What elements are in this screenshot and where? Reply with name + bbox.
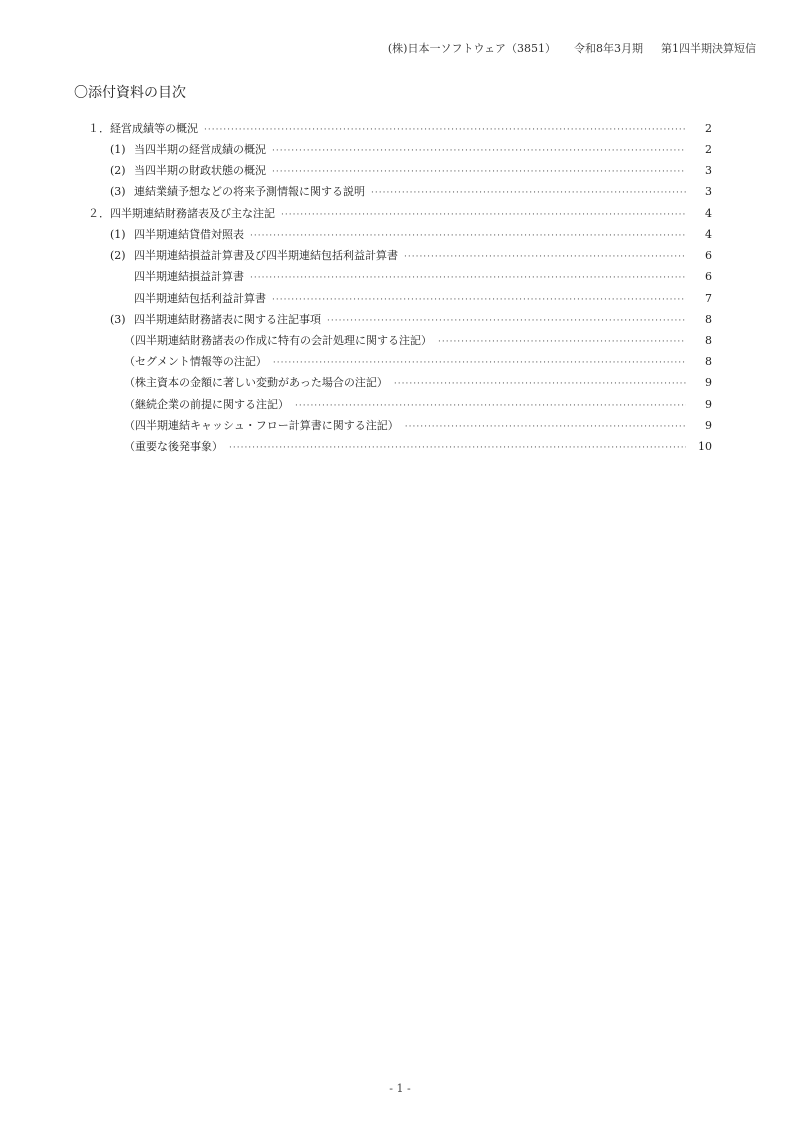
- toc-entry-number: １．: [88, 122, 110, 135]
- toc-leader: [272, 141, 686, 162]
- toc-entry-page: 8: [705, 334, 712, 347]
- toc-leader: [250, 268, 686, 289]
- toc-leader: [394, 374, 686, 395]
- toc-entry: [0, 266, 800, 287]
- toc-entry: [0, 372, 800, 393]
- toc-leader: [404, 247, 686, 268]
- toc-entry-page: 8: [705, 313, 712, 326]
- toc-entry-label: （継続企業の前提に関する注記）: [124, 398, 289, 411]
- toc-entry: [0, 394, 800, 415]
- toc-entry: [0, 118, 800, 139]
- toc-entry-label: 四半期連結財務諸表に関する注記事項: [134, 313, 321, 326]
- toc-entry-page: 9: [705, 419, 712, 432]
- toc-entry-number: (3): [110, 313, 126, 326]
- toc-leader: [371, 183, 686, 204]
- toc-entry-page: 2: [705, 143, 712, 156]
- toc-entry: [0, 245, 800, 266]
- toc-entry-label: 四半期連結損益計算書: [134, 270, 244, 283]
- toc-leader: [204, 120, 686, 141]
- toc-entry-page: 4: [705, 207, 712, 220]
- toc-leader: [327, 311, 686, 332]
- toc-entry-page: 6: [705, 249, 712, 262]
- toc-leader: [281, 205, 686, 226]
- toc-entry-number: ２．: [88, 207, 110, 220]
- toc-entry-label: 当四半期の経営成績の概況: [134, 143, 266, 156]
- header-company: (株)日本一ソフトウェア（3851）: [387, 42, 556, 55]
- toc-entry: [0, 415, 800, 436]
- toc-entry-label: （重要な後発事象）: [124, 440, 223, 453]
- toc-entry-label: 四半期連結包括利益計算書: [134, 292, 266, 305]
- toc-entry: [0, 160, 800, 181]
- toc-entry-label: （株主資本の金額に著しい変動があった場合の注記）: [124, 376, 388, 389]
- toc-leader: [272, 290, 686, 311]
- toc-entry-page: 9: [705, 398, 712, 411]
- toc-leader: [273, 353, 686, 374]
- toc-entry: [0, 309, 800, 330]
- section-title: 〇添付資料の目次: [74, 85, 186, 101]
- toc-entry-label: 当四半期の財政状態の概況: [134, 164, 266, 177]
- toc-entry: [0, 351, 800, 372]
- toc-entry-label: （セグメント情報等の注記）: [124, 355, 267, 368]
- toc-entry-number: (3): [110, 185, 126, 198]
- toc-entry: [0, 330, 800, 351]
- page-header: [388, 40, 756, 56]
- toc-entry-label: 四半期連結損益計算書及び四半期連結包括利益計算書: [134, 249, 398, 262]
- toc-entry-page: 2: [705, 122, 712, 135]
- header-period: 令和8年3月期: [574, 42, 643, 55]
- toc-entry-label: （四半期連結キャッシュ・フロー計算書に関する注記）: [124, 419, 399, 432]
- toc-entry: [0, 139, 800, 160]
- toc-entry-page: 4: [705, 228, 712, 241]
- toc-entry-label: 四半期連結財務諸表及び主な注記: [110, 207, 275, 220]
- toc-entry: [0, 181, 800, 202]
- toc-entry-page: 3: [705, 185, 712, 198]
- page-number: - 1 -: [389, 1082, 411, 1095]
- toc-entry: [0, 436, 800, 457]
- toc-entry-page: 9: [705, 376, 712, 389]
- toc-leader: [272, 162, 686, 183]
- toc-entry-page: 8: [705, 355, 712, 368]
- toc-entry-number: (2): [110, 164, 126, 177]
- toc-entry-page: 6: [705, 270, 712, 283]
- toc-leader: [405, 417, 686, 438]
- toc-entry-number: (1): [110, 143, 126, 156]
- toc-entry: [0, 224, 800, 245]
- toc-leader: [250, 226, 686, 247]
- toc-entry-label: 経営成績等の概況: [110, 122, 198, 135]
- toc-leader: [295, 396, 686, 417]
- toc-entry: [0, 288, 800, 309]
- toc-leader: [229, 438, 686, 459]
- toc-entry-page: 7: [705, 292, 712, 305]
- toc-entry-number: (2): [110, 249, 126, 262]
- header-report: 第1四半期決算短信: [661, 42, 756, 55]
- toc-leader: [438, 332, 686, 353]
- toc-entry: [0, 203, 800, 224]
- toc-entry-page: 3: [705, 164, 712, 177]
- toc-entry-page: 10: [698, 440, 712, 453]
- toc-entry-label: 四半期連結貸借対照表: [134, 228, 244, 241]
- toc-entry-number: (1): [110, 228, 126, 241]
- toc-entry-label: 連結業績予想などの将来予測情報に関する説明: [134, 185, 365, 198]
- toc-entry-label: （四半期連結財務諸表の作成に特有の会計処理に関する注記）: [124, 334, 432, 347]
